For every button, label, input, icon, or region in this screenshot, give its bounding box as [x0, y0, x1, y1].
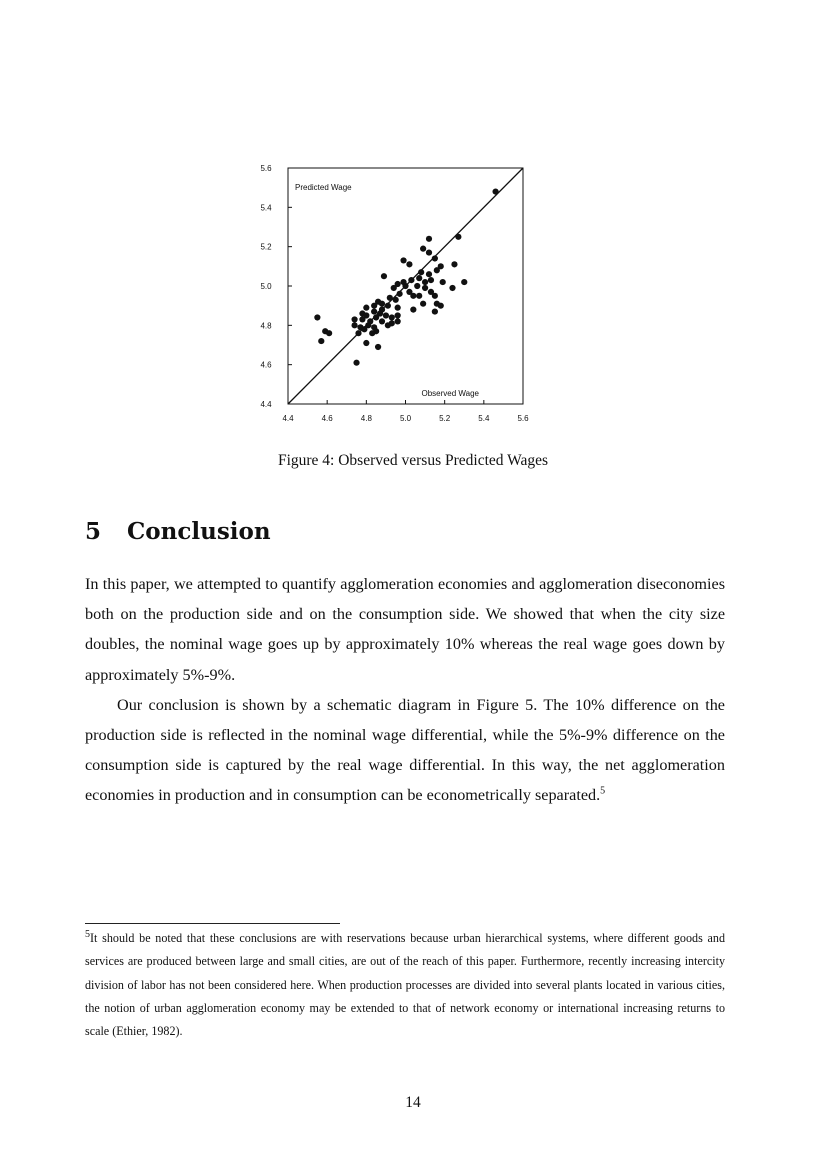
data-point	[369, 330, 375, 336]
y-tick-label: 5.4	[260, 203, 272, 213]
y-tick-label: 4.8	[260, 321, 272, 331]
data-point	[434, 267, 440, 273]
x-tick-label: 5.2	[439, 414, 451, 423]
data-point	[422, 285, 428, 291]
x-tick-label: 5.6	[517, 414, 529, 423]
data-point	[373, 314, 379, 320]
data-point	[406, 261, 412, 267]
data-point	[449, 285, 455, 291]
data-point	[326, 330, 332, 336]
scatter-plot	[250, 158, 540, 428]
data-point	[400, 257, 406, 263]
section-number: 5	[85, 518, 102, 545]
data-point	[461, 279, 467, 285]
data-point	[314, 314, 320, 320]
data-point	[420, 246, 426, 252]
footnote-reference: 5	[600, 786, 606, 798]
data-point	[492, 189, 498, 195]
data-point	[361, 326, 367, 332]
footnote-mark: 5	[85, 928, 90, 940]
observed-wage-label: Observed Wage	[421, 389, 479, 398]
data-point	[400, 279, 406, 285]
x-tick-label: 4.6	[321, 414, 333, 423]
x-tick-label: 5.0	[399, 414, 412, 423]
data-point	[355, 330, 361, 336]
scatter-figure	[250, 158, 540, 428]
data-point	[353, 360, 359, 366]
figure-caption: Figure 4: Observed versus Predicted Wages	[277, 452, 549, 469]
data-point	[438, 303, 444, 309]
data-point	[393, 297, 399, 303]
data-point	[426, 236, 432, 242]
x-tick-label: 5.4	[478, 414, 490, 423]
data-point	[371, 303, 377, 309]
data-point	[389, 314, 395, 320]
data-point	[351, 316, 357, 322]
data-point	[455, 234, 461, 240]
data-point	[426, 271, 432, 277]
data-point	[440, 279, 446, 285]
data-point	[418, 269, 424, 275]
y-tick-label: 5.6	[260, 164, 272, 173]
data-point	[383, 312, 389, 318]
data-point	[359, 316, 365, 322]
y-tick-label: 4.6	[260, 360, 272, 370]
data-point	[428, 277, 434, 283]
data-point	[395, 305, 401, 311]
paragraph-2	[85, 690, 725, 811]
data-point	[432, 308, 438, 314]
data-point	[410, 293, 416, 299]
data-point	[397, 291, 403, 297]
data-point	[379, 318, 385, 324]
y-tick-label: 4.4	[260, 400, 272, 409]
section-heading	[85, 518, 271, 545]
data-point	[385, 303, 391, 309]
data-point	[414, 283, 420, 289]
data-point	[408, 277, 414, 283]
data-point	[432, 293, 438, 299]
data-point	[432, 255, 438, 261]
paragraph-1: In this paper, we attempted to quantify agglomeration economies and agglomeration diseconomies both on the production side and on the consumption side. We showed that when the city size doubles, the nominal wage goes up by approximately 10% whereas the real wage goes down by approximately 5%-9%.	[85, 575, 725, 684]
data-point	[379, 301, 385, 307]
data-point	[385, 322, 391, 328]
data-point	[371, 308, 377, 314]
data-point	[387, 295, 393, 301]
x-tick-label: 4.4	[282, 414, 294, 423]
data-point	[318, 338, 324, 344]
data-point	[351, 322, 357, 328]
data-point	[375, 344, 381, 350]
data-point	[416, 293, 422, 299]
data-point	[451, 261, 457, 267]
y-tick-label: 5.2	[260, 242, 272, 252]
data-point	[422, 279, 428, 285]
predicted-wage-label: Predicted Wage	[295, 183, 352, 192]
x-tick-label: 4.8	[360, 414, 372, 423]
data-point	[363, 340, 369, 346]
footnote-text: It should be noted that these conclusions are with reservations because urban hierarchical systems, where different goods and services are produced between large and small cities, are out of the reach of this paper. Furthermore, recently increasing intercity division of labor has not been considered here. When production processes are divided into several plants located in various cities, the notion of urban agglomeration economy may be extended to that of network economy or international increasing returns to scale (Ethier, 1982).	[85, 931, 725, 1039]
data-point	[420, 301, 426, 307]
y-tick-label: 5.0	[260, 282, 272, 291]
data-point	[395, 312, 401, 318]
footnote-divider	[85, 923, 340, 924]
data-point	[426, 249, 432, 255]
paragraph-2-text: Our conclusion is shown by a schematic diagram in Figure 5. The 10% difference on the production side is reflected in the nominal wage differential, while the 5%-9% difference on the consumption side is captured by the real wage differential. In this way, the net agglomeration economies in production and in consumption can be econometrically separated.	[85, 695, 725, 805]
footnote	[85, 927, 725, 1043]
data-point	[381, 273, 387, 279]
body-text	[85, 569, 725, 811]
data-point	[416, 275, 422, 281]
data-point	[410, 307, 416, 313]
page-number: 14	[405, 1094, 421, 1111]
data-point	[395, 318, 401, 324]
data-point	[391, 285, 397, 291]
data-point	[363, 305, 369, 311]
section-title: Conclusion	[127, 518, 271, 545]
